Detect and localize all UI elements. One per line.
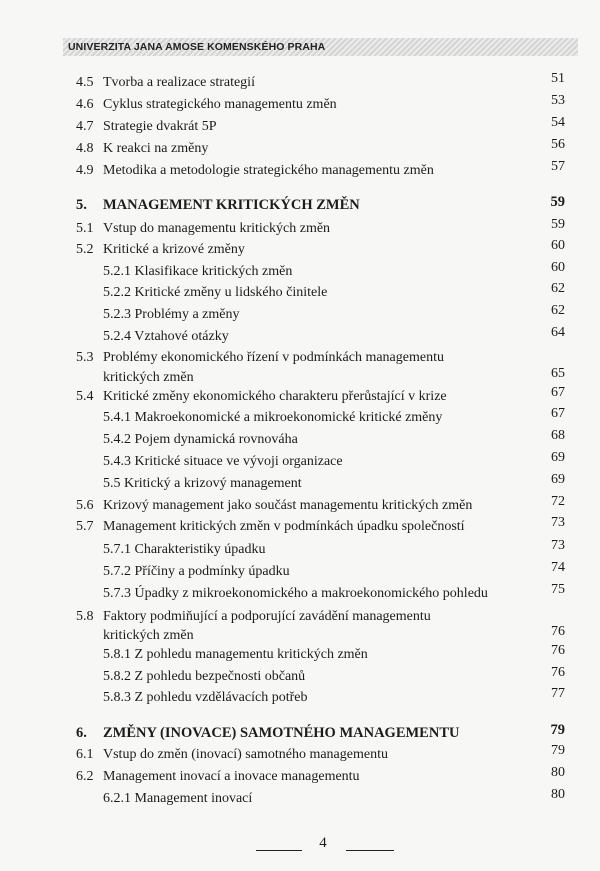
toc-row [0, 743, 565, 765]
toc-title: 5.5 Kritický a krizový management [103, 476, 302, 491]
toc-page-number: 62 [551, 281, 565, 296]
toc-title: Metodika a metodologie strategického managementu změn [103, 163, 434, 178]
toc-row [0, 93, 565, 115]
toc-title: MANAGEMENT KRITICKÝCH ZMĚN [103, 197, 360, 213]
toc-row [0, 686, 565, 708]
toc-title: Kritické změny ekonomického charakteru přerůstající v krize [103, 389, 447, 404]
toc-title: Management inovací a inovace managementu [103, 769, 360, 784]
toc-title: 5.8.3 Z pohledu vzdělávacích potřeb [103, 690, 308, 705]
toc-page-number: 76 [551, 665, 565, 680]
toc-page-number: 67 [551, 406, 565, 421]
toc-page-number: 79 [551, 743, 565, 758]
toc-row [0, 428, 565, 450]
toc-row [0, 350, 565, 368]
toc-page-number: 57 [551, 159, 565, 174]
toc-row [0, 217, 565, 239]
toc-number: 5.3 [76, 350, 94, 365]
toc-page-number: 69 [551, 472, 565, 487]
toc-row [0, 494, 565, 516]
toc-title: Krizový management jako součást managementu kritických změn [103, 498, 473, 513]
footer-rule-left [256, 850, 302, 851]
toc-title: Strategie dvakrát 5P [103, 119, 217, 134]
toc-title: 5.4.1 Makroekonomické a mikroekonomické kritické změny [103, 410, 443, 425]
toc-title: Cyklus strategického managementu změn [103, 97, 337, 112]
toc-page-number: 72 [551, 494, 565, 509]
toc-page-number: 68 [551, 428, 565, 443]
toc-page-number: 65 [551, 366, 565, 381]
toc-page-number: 76 [551, 624, 565, 639]
toc-row [0, 260, 565, 282]
toc-page-number: 75 [551, 582, 565, 597]
toc-page-number: 80 [551, 787, 565, 802]
toc-title: 5.2.1 Klasifikace kritických změn [103, 264, 293, 279]
toc-title: 5.4.3 Kritické situace ve vývoji organizace [103, 454, 343, 469]
toc-number: 4.8 [76, 141, 94, 156]
toc-row [0, 765, 565, 787]
toc-number: 4.7 [76, 119, 94, 134]
toc-title: Vstup do managementu kritických změn [103, 221, 331, 236]
toc-page-number: 76 [551, 643, 565, 658]
toc-row [0, 281, 565, 303]
toc-number: 4.9 [76, 163, 94, 178]
toc-number: 6. [76, 725, 87, 741]
toc-title: 6.2.1 Management inovací [103, 791, 253, 806]
toc-row [0, 787, 565, 809]
toc-title: 5.7.1 Charakteristiky úpadku [103, 542, 266, 557]
toc-title: 5.4.2 Pojem dynamická rovnováha [103, 432, 298, 447]
toc-page-number: 62 [551, 303, 565, 318]
toc-title: ZMĚNY (INOVACE) SAMOTNÉHO MANAGEMENTU [103, 725, 460, 741]
toc-row [0, 665, 565, 687]
toc-row [0, 303, 565, 325]
toc-page-number: 67 [551, 385, 565, 400]
toc-row [0, 538, 565, 560]
toc-title: Kritické a krizové změny [103, 242, 245, 257]
toc-title: 5.7.3 Úpadky z mikroekonomického a makroekonomického pohledu [103, 586, 488, 601]
toc-title: Management kritických změn v podmínkách úpadku společností [103, 519, 465, 534]
toc-row [0, 406, 565, 428]
toc-row [0, 450, 565, 472]
toc-chapter-row [0, 722, 565, 743]
toc-row [0, 71, 565, 93]
toc-title: K reakci na změny [103, 141, 209, 156]
toc-title: kritických změn [103, 628, 194, 643]
toc-row [0, 472, 565, 494]
toc-row [0, 159, 565, 181]
toc-number: 5.7 [76, 519, 94, 534]
toc-page-number: 60 [551, 238, 565, 253]
page-number: 4 [319, 835, 327, 851]
toc-row [0, 137, 565, 159]
toc-page-number: 54 [551, 115, 565, 130]
toc-title: 5.2.3 Problémy a změny [103, 307, 240, 322]
toc-number: 5.2 [76, 242, 94, 257]
toc-title: 5.8.1 Z pohledu managementu kritických změn [103, 647, 368, 662]
toc-page-number: 80 [551, 765, 565, 780]
toc-number: 4.5 [76, 75, 94, 90]
footer-rule-right [346, 850, 394, 851]
toc-page-number: 79 [550, 722, 565, 738]
toc-row [0, 115, 565, 137]
toc-page-number: 51 [551, 71, 565, 86]
toc-page-number: 60 [551, 260, 565, 275]
toc-number: 5.4 [76, 389, 94, 404]
toc-title: 5.8.2 Z pohledu bezpečnosti občanů [103, 669, 306, 684]
toc-page-number: 64 [551, 325, 565, 340]
toc-page-number: 73 [551, 515, 565, 530]
toc-row [0, 385, 565, 407]
toc-title: 5.2.4 Vztahové otázky [103, 329, 229, 344]
toc-row [0, 609, 565, 627]
toc-title: 5.7.2 Příčiny a podmínky úpadku [103, 564, 290, 579]
toc-row [0, 643, 565, 665]
toc-chapter-row [0, 194, 565, 215]
toc-page-number: 59 [550, 194, 565, 210]
toc-page-number: 56 [551, 137, 565, 152]
toc-row [0, 515, 565, 537]
toc-title: 5.2.2 Kritické změny u lidského činitele [103, 285, 328, 300]
toc-number: 6.2 [76, 769, 94, 784]
toc-title: Problémy ekonomického řízení v podmínkách managementu [103, 350, 444, 365]
toc-number: 5.8 [76, 609, 94, 624]
toc-page-number: 59 [551, 217, 565, 232]
toc-row [0, 624, 565, 646]
toc-number: 5. [76, 197, 87, 213]
toc-number: 5.1 [76, 221, 94, 236]
toc-number: 6.1 [76, 747, 94, 762]
toc-title: kritických změn [103, 370, 194, 385]
toc-row [0, 560, 565, 582]
toc-page-number: 73 [551, 538, 565, 553]
toc-row [0, 366, 565, 388]
toc-title: Faktory podmiňující a podporující zavádění managementu [103, 609, 431, 624]
toc-page-number: 53 [551, 93, 565, 108]
toc-page-number: 74 [551, 560, 565, 575]
toc-page-number: 77 [551, 686, 565, 701]
toc-row [0, 582, 565, 604]
toc-title: Vstup do změn (inovací) samotného managementu [103, 747, 388, 762]
toc-number: 4.6 [76, 97, 94, 112]
toc-row [0, 325, 565, 347]
toc-title: Tvorba a realizace strategií [103, 75, 255, 90]
toc-row [0, 238, 565, 260]
toc-page-number: 69 [551, 450, 565, 465]
toc-number: 5.6 [76, 498, 94, 513]
university-header: UNIVERZITA JANA AMOSE KOMENSKÉHO PRAHA [68, 41, 326, 53]
